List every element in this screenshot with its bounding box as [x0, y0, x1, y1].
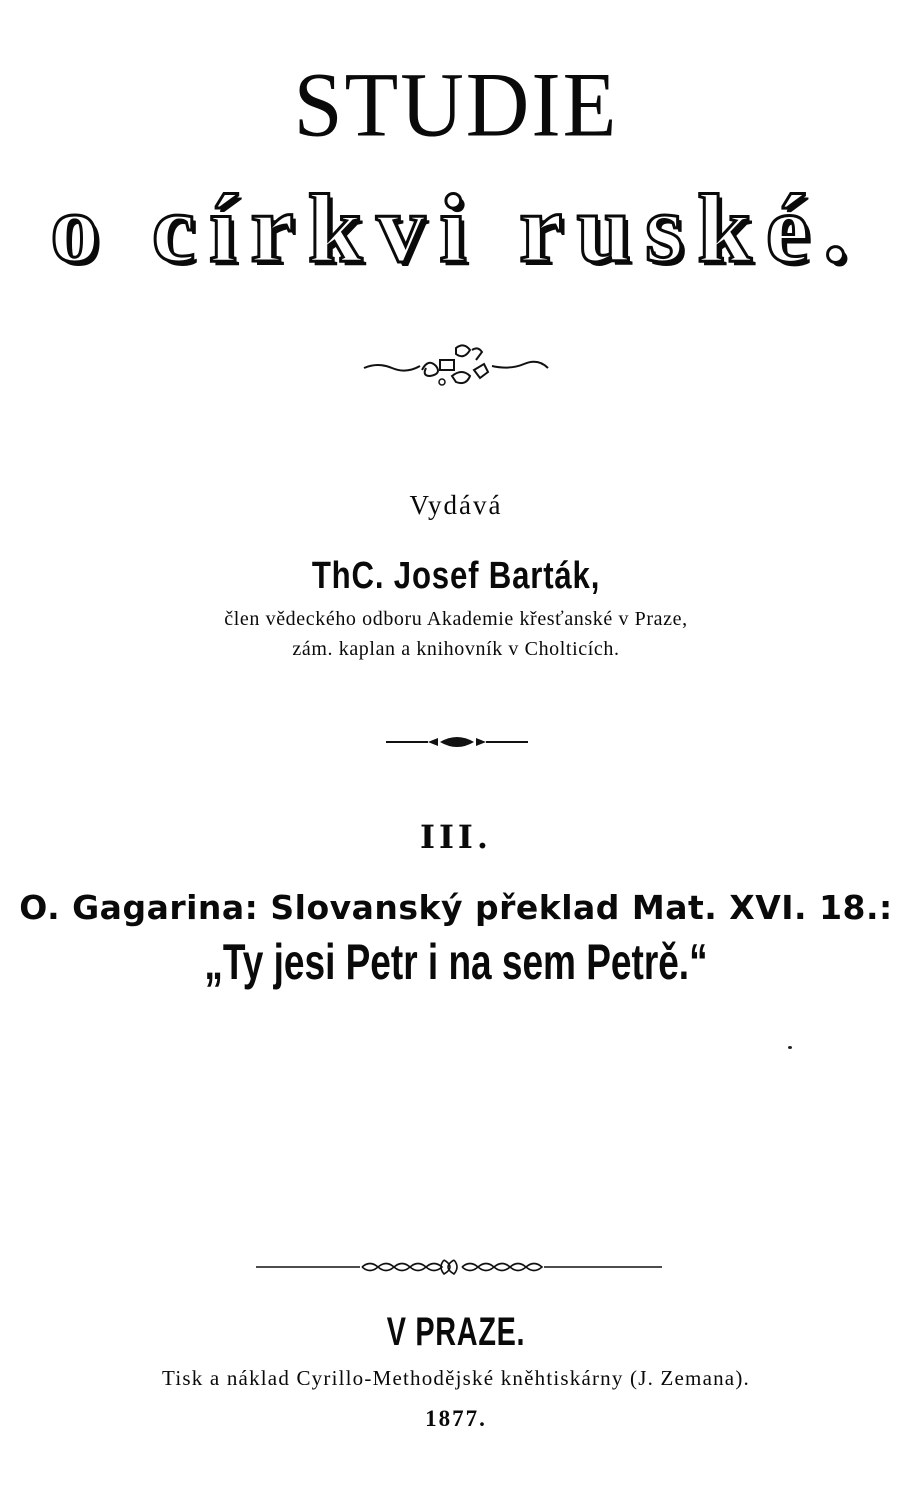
quote-title: „Ty jesi Petr i na sem Petrě.“ — [204, 934, 708, 990]
subject-line: O. Gagarina: Slovanský překlad Mat. XVI. 18.: — [19, 888, 893, 927]
diamond-divider — [384, 732, 530, 752]
imprint-printer: Tisk a náklad Cyrillo-Methodějské kněhtiskárny (J. Zemana). — [162, 1366, 750, 1390]
volume-number: III. — [419, 818, 493, 856]
chain-divider — [254, 1256, 664, 1278]
author-affiliation: člen vědeckého odboru Akademie křesťanské v Praze, — [224, 608, 688, 630]
print-speck — [788, 1046, 792, 1049]
publisher-label: Vydává — [409, 490, 503, 520]
title-main: STUDIE — [293, 54, 619, 157]
author-name: ThC. Josef Barták, — [311, 555, 601, 597]
imprint-place: V PRAZE. — [386, 1310, 526, 1354]
imprint-year: 1877. — [425, 1406, 487, 1431]
floral-ornament — [360, 340, 552, 390]
title-subtitle: o církvi ruské. — [50, 175, 862, 283]
author-position: zám. kaplan a knihovník v Cholticích. — [292, 638, 620, 660]
